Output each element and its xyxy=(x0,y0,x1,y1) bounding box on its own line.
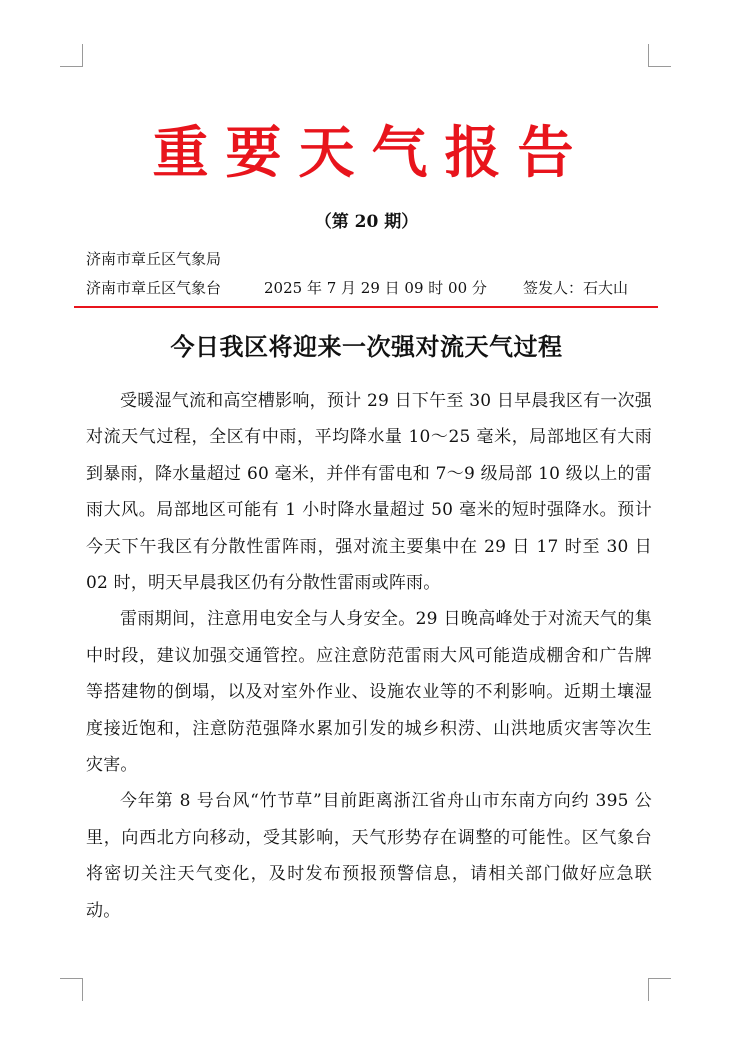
crop-mark-bottom-left xyxy=(60,978,83,1001)
issue-number: （第 20 期） xyxy=(314,212,419,232)
red-divider xyxy=(74,306,658,308)
headline: 今日我区将迎来一次强对流天气过程 xyxy=(170,332,563,361)
paragraph-safety: 雷雨期间，注意用电安全与人身安全。29 日晚高峰处于对流天气的集中时段，建议加强交通管控。应注意防范雷雨大风可能造成棚舍和广告牌等搭建物的倒塌，以及对室外作业、设施农业等的不利影响。近期土壤湿度接近饱和，注意防范强降水累加引发的城乡积涝、山洪地质灾害等次生灾害。 xyxy=(86,609,652,776)
issuer-bureau: 济南市章丘区气象局 xyxy=(86,250,222,268)
paragraph-forecast: 受暖湿气流和高空槽影响，预计 29 日下午至 30 日早晨我区有一次强对流天气过程，全区有中雨，平均降水量 10～25 毫米，局部地区有大雨到暴雨，降水量超过 60 毫米，并伴有雷电和 7～9 级局部 10 级以上的雷雨大风。局部地区可能有 1 小时降水量超过 50 毫米的短时强降水。预计今天下午我区有分散性雷阵雨，强对流主要集中在 29 日 17 时至 30 日 02 时，明天早晨我区仍有分散性雷雨或阵雨。 xyxy=(86,391,652,594)
paragraph-typhoon: 今年第 8 号台风“竹节草”目前距离浙江省舟山市东南方向约 395 公里，向西北方向移动，受其影响，天气形势存在调整的可能性。区气象台将密切关注天气变化，及时发布预报预警信息，请相关部门做好应急联动。 xyxy=(86,791,652,921)
crop-mark-bottom-right xyxy=(648,978,671,1001)
report-body xyxy=(86,383,652,929)
issuer-line xyxy=(86,276,652,300)
issuer-observatory: 济南市章丘区气象台 xyxy=(86,279,222,297)
report-title: 重要天气报告 xyxy=(152,120,591,186)
signer: 签发人：石大山 xyxy=(523,279,629,297)
crop-mark-top-right xyxy=(648,44,671,67)
issue-datetime: 2025 年 7 月 29 日 09 时 00 分 xyxy=(264,279,487,297)
crop-mark-top-left xyxy=(60,44,83,67)
